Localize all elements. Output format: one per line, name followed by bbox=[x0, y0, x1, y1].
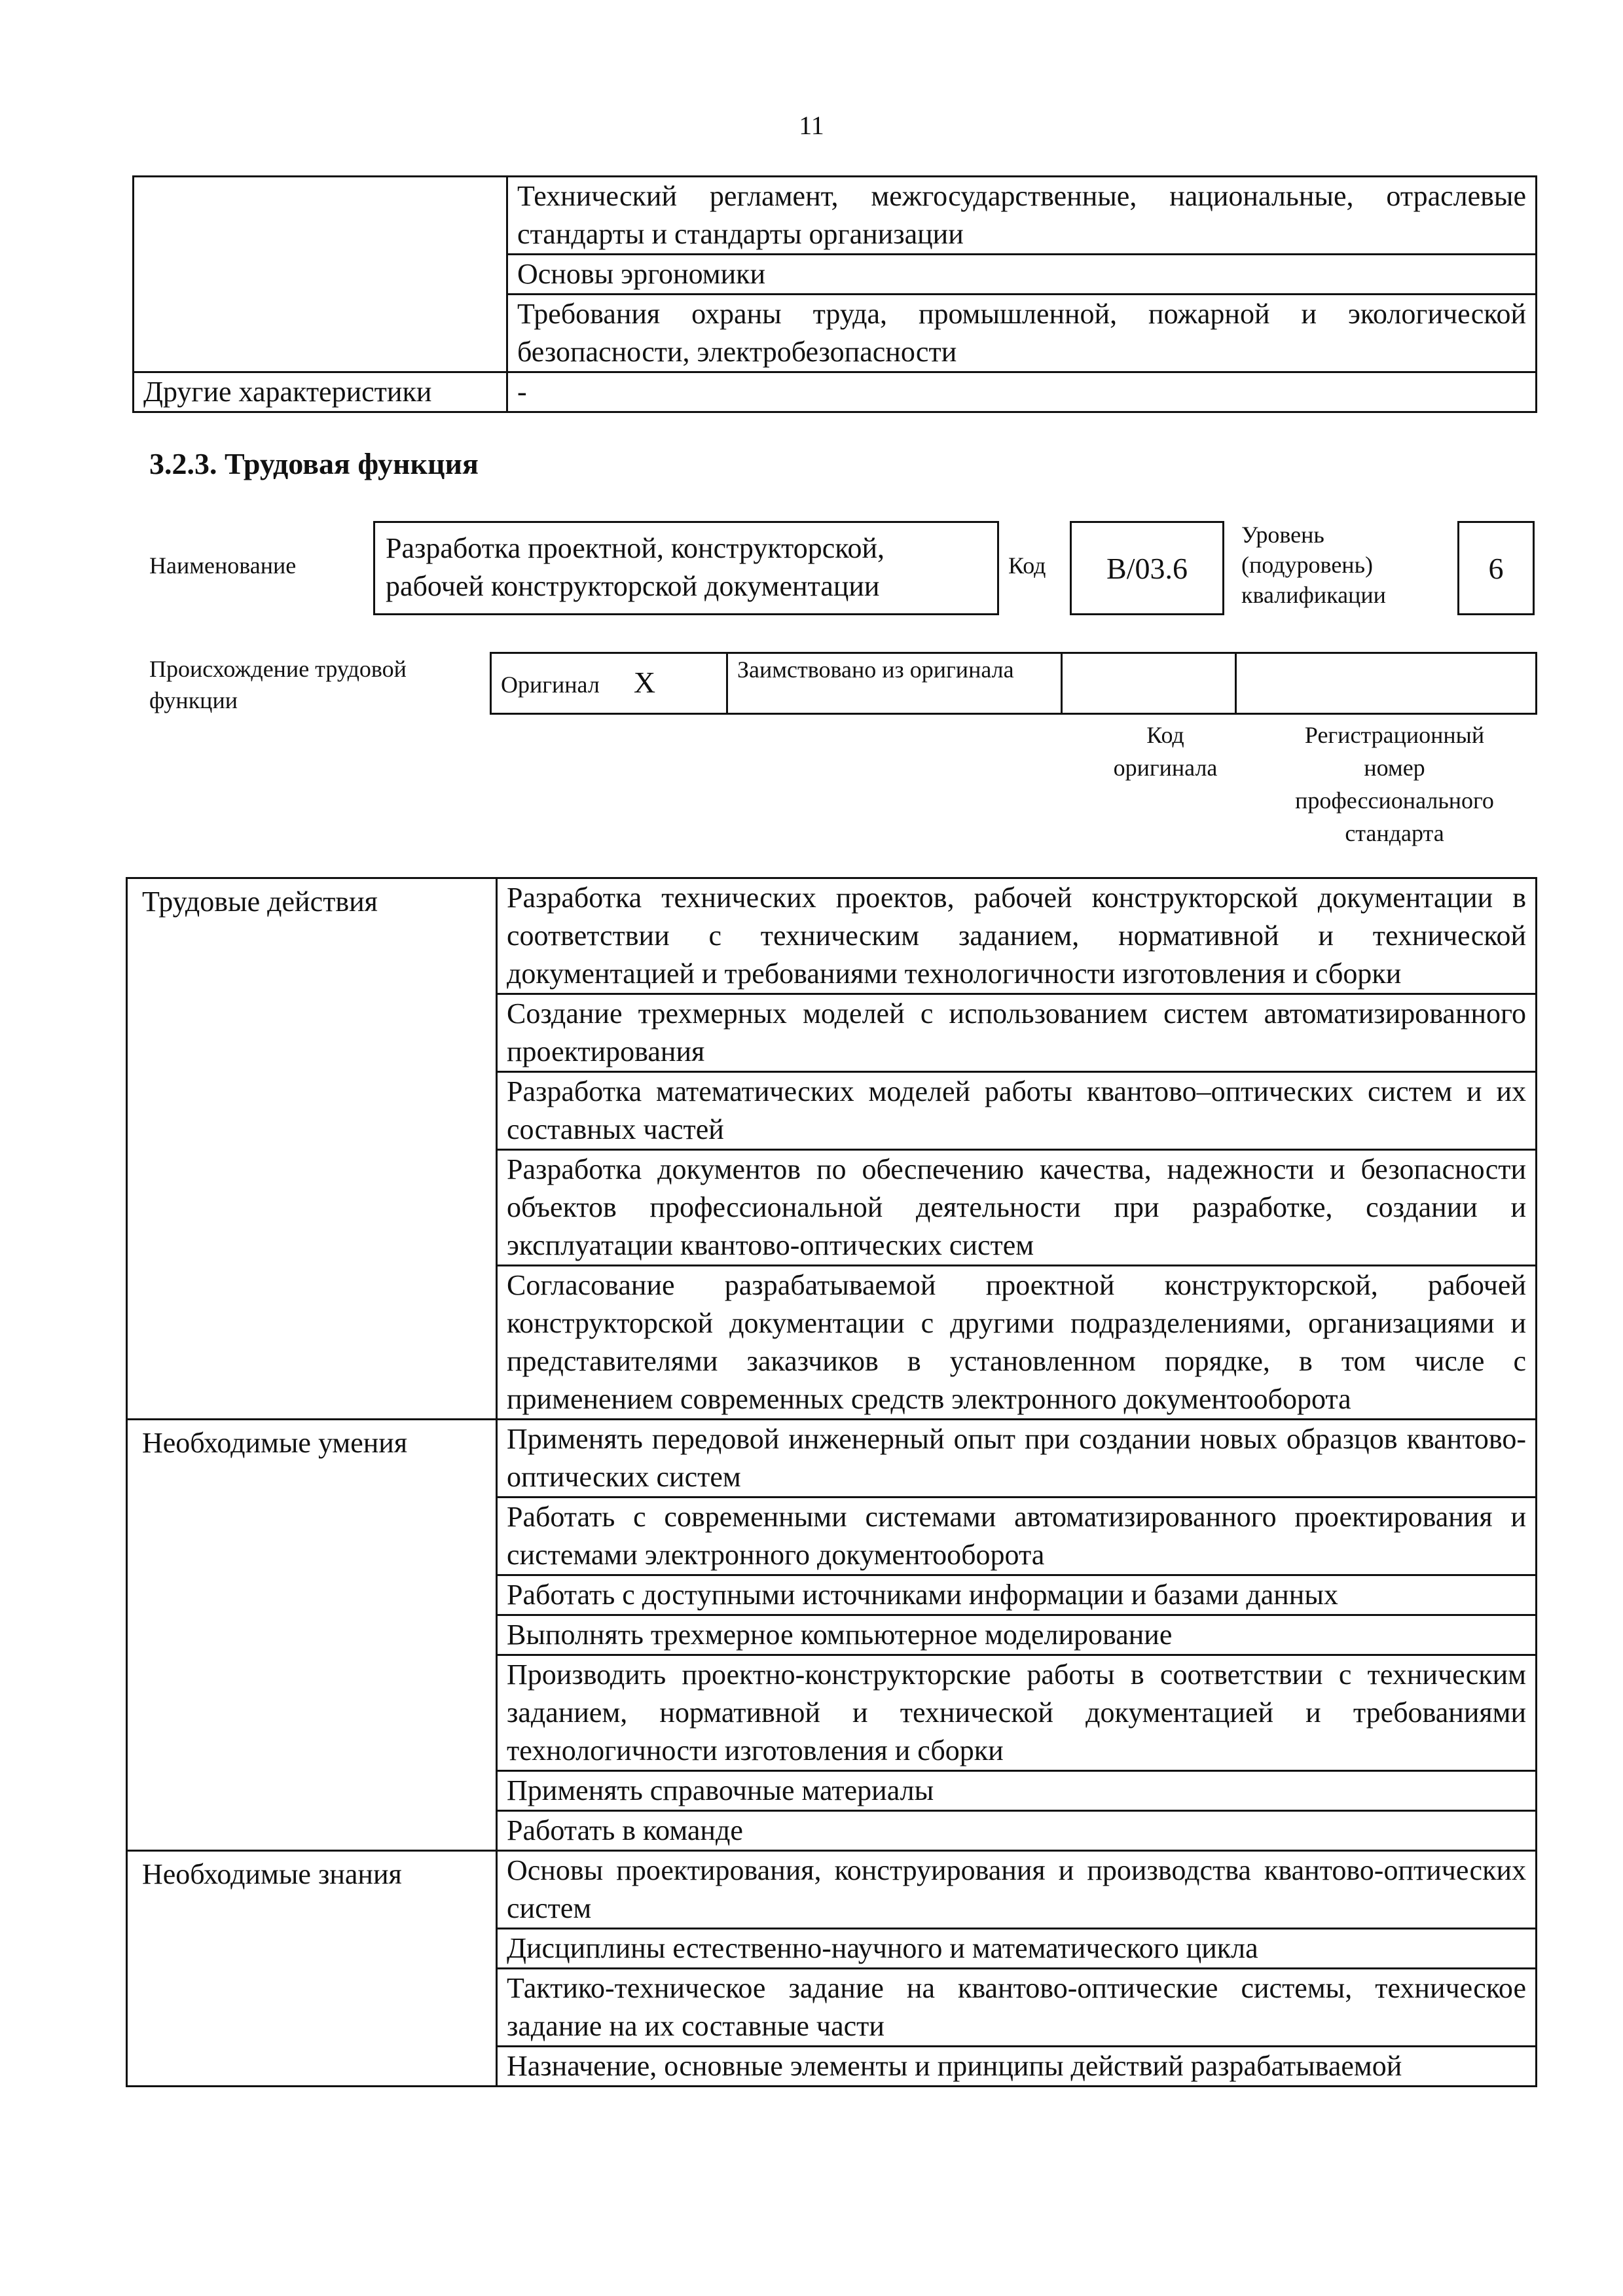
labor-action-item: Создание трехмерных моделей с использованием систем автоматизированного проектирования bbox=[497, 994, 1537, 1072]
skill-item: Выполнять трехмерное компьютерное моделирование bbox=[497, 1615, 1537, 1655]
other-characteristics-value: - bbox=[507, 372, 1537, 412]
labor-action-item: Согласование разрабатываемой проектной конструкторской, рабочей конструкторской документации с другими подразделениями, организациями и представителями заказчиков в установленном порядке, в том числе с применением современных средств электронного документооборота bbox=[497, 1266, 1537, 1420]
labor-action-item: Разработка технических проектов, рабочей конструкторской документации в соответствии с техническим заданием, нормативной и технической документацией и требованиями технологичности изготовления и сборки bbox=[497, 878, 1537, 994]
labor-action-item: Разработка документов по обеспечению качества, надежности и безопасности объектов профессиональной деятельности при разработке, создании и эксплуатации квантово-оптических систем bbox=[497, 1150, 1537, 1266]
knowledge-item: Требования охраны труда, промышленной, пожарной и экологической безопасности, электробезопасности bbox=[507, 295, 1537, 372]
section-title: 3.2.3. Трудовая функция bbox=[149, 447, 479, 480]
skill-item: Работать с доступными источниками информации и базами данных bbox=[497, 1575, 1537, 1615]
caption-line: стандарта bbox=[1345, 820, 1444, 846]
name-value-box: Разработка проектной, конструкторской, рабочей конструкторской документации bbox=[373, 521, 999, 615]
caption-line: Регистрационный bbox=[1304, 722, 1485, 748]
labor-function-table bbox=[126, 877, 1537, 2087]
level-label-line: (подуровень) bbox=[1241, 552, 1373, 578]
knowledge-item: Основы проектирования, конструирования и производства квантово-оптических систем bbox=[497, 1851, 1537, 1929]
level-label-line: Уровень bbox=[1241, 522, 1324, 548]
skill-item: Применять передовой инженерный опыт при создании новых образцов квантово-оптических систем bbox=[497, 1420, 1537, 1498]
borrowed-label: Заимствовано из оригинала bbox=[727, 653, 1062, 714]
qualification-level-box: 6 bbox=[1457, 521, 1535, 615]
knowledge-item: Основы эргономики bbox=[507, 255, 1537, 295]
qualification-level-label bbox=[1241, 520, 1386, 610]
caption-line: номер bbox=[1364, 755, 1425, 781]
skill-item: Применять справочные материалы bbox=[497, 1771, 1537, 1811]
top-continuation-table bbox=[132, 175, 1537, 413]
level-label-line: квалификации bbox=[1241, 582, 1386, 608]
knowledge-item: Назначение, основные элементы и принципы действий разрабатываемой bbox=[497, 2047, 1537, 2087]
required-skills-label: Необходимые умения bbox=[127, 1420, 497, 1851]
registration-number-caption bbox=[1257, 719, 1532, 850]
caption-line: Код bbox=[1146, 722, 1184, 748]
caption-line: оригинала bbox=[1113, 755, 1218, 781]
registration-number-cell bbox=[1236, 653, 1537, 714]
knowledge-item: Дисциплины естественно-научного и математического цикла bbox=[497, 1929, 1537, 1969]
code-label: Код bbox=[1008, 552, 1046, 579]
required-knowledge-label: Необходимые знания bbox=[127, 1851, 497, 2087]
skill-item: Производить проектно-конструкторские работы в соответствии с техническим заданием, нормативной и технической документацией и требованиями технологичности изготовления и сборки bbox=[497, 1655, 1537, 1771]
skill-item: Работать в команде bbox=[497, 1811, 1537, 1851]
original-code-cell bbox=[1062, 653, 1236, 714]
empty-label-cell bbox=[134, 177, 507, 372]
other-characteristics-label: Другие характеристики bbox=[134, 372, 507, 412]
knowledge-item: Технический регламент, межгосударственные, национальные, отраслевые стандарты и стандарты организации bbox=[507, 177, 1537, 255]
caption-line: профессионального bbox=[1295, 787, 1494, 814]
labor-actions-label: Трудовые действия bbox=[127, 878, 497, 1420]
code-value-box: B/03.6 bbox=[1070, 521, 1224, 615]
labor-action-item: Разработка математических моделей работы квантово–оптических систем и их составных частей bbox=[497, 1072, 1537, 1150]
original-mark: X bbox=[633, 665, 656, 699]
skill-item: Работать с современными системами автоматизированного проектирования и системами электронного документооборота bbox=[497, 1498, 1537, 1575]
origin-table bbox=[490, 652, 1537, 715]
knowledge-item: Тактико-техническое задание на квантово-оптические системы, техническое задание на их составные части bbox=[497, 1969, 1537, 2047]
original-code-caption bbox=[1087, 719, 1244, 784]
page-number: 11 bbox=[799, 111, 824, 140]
name-label: Наименование bbox=[149, 552, 297, 579]
origin-label: Происхождение трудовой функции bbox=[149, 656, 407, 713]
original-cell bbox=[491, 653, 727, 714]
original-label: Оригинал bbox=[501, 671, 600, 698]
